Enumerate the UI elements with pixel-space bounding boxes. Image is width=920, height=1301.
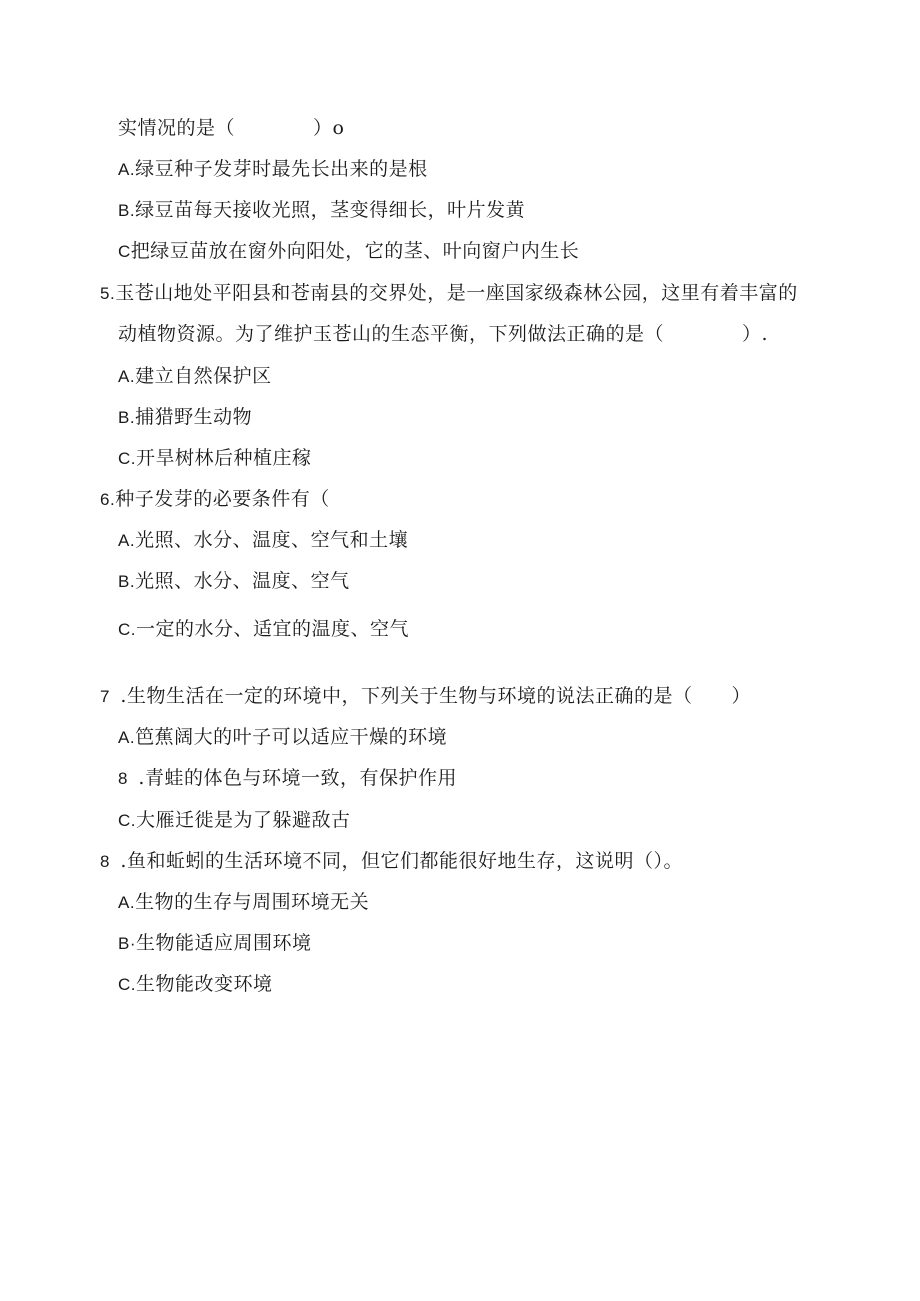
q7-option-b: 8 .青蛙的体色与环境一致，有保护作用 — [118, 767, 457, 789]
q4-option-b: B.绿豆苗每天接收光照，茎变得细长，叶片发黄 — [118, 199, 526, 221]
q7-option-a: A.笆蕉阔大的叶子可以适应干燥的环境 — [118, 726, 448, 748]
q8-stem: 8 .鱼和蚯蚓的生活环境不同，但它们都能很好地生存，这说明（）。 — [100, 850, 683, 872]
q6-stem: 6.种子发芽的必要条件有（ — [100, 488, 330, 510]
q8-option-b: B·生物能适应周围环境 — [118, 932, 312, 954]
q8-option-a: A.生物的生存与周围环境无关 — [118, 891, 370, 913]
q4-stem-continued: 实情况的是（ ）o — [118, 117, 345, 139]
q5-stem: 5.玉苍山地处平阳县和苍南县的交界处，是一座国家级森林公园，这里有着丰富的 — [100, 282, 798, 304]
q6-option-a: A.光照、水分、温度、空气和土壤 — [118, 529, 409, 551]
q5-option-c: C.开旱树林后种植庄稼 — [118, 447, 312, 469]
q4-option-c: C把绿豆苗放在窗外向阳处，它的茎、叶向窗户内生长 — [118, 240, 580, 262]
q6-option-b: B.光照、水分、温度、空气 — [118, 570, 350, 592]
q4-option-a: A.绿豆种子发芽时最先长出来的是根 — [118, 158, 428, 180]
q8-option-c: C.生物能改变环境 — [118, 973, 273, 995]
q6-option-c: C.一定的水分、适宜的温度、空气 — [118, 618, 410, 640]
q7-stem: 7 .生物生活在一定的环境中，下列关于生物与环境的说法正确的是（ ） — [100, 685, 751, 707]
q5-stem-continued: 动植物资源。为了维护玉苍山的生态平衡，下列做法正确的是（ ）. — [118, 323, 769, 345]
q7-option-c: C.大雁迁徙是为了躲避敌古 — [118, 809, 351, 831]
q5-option-a: A.建立自然保护区 — [118, 365, 272, 387]
q5-option-b: B.捕猎野生动物 — [118, 406, 253, 428]
